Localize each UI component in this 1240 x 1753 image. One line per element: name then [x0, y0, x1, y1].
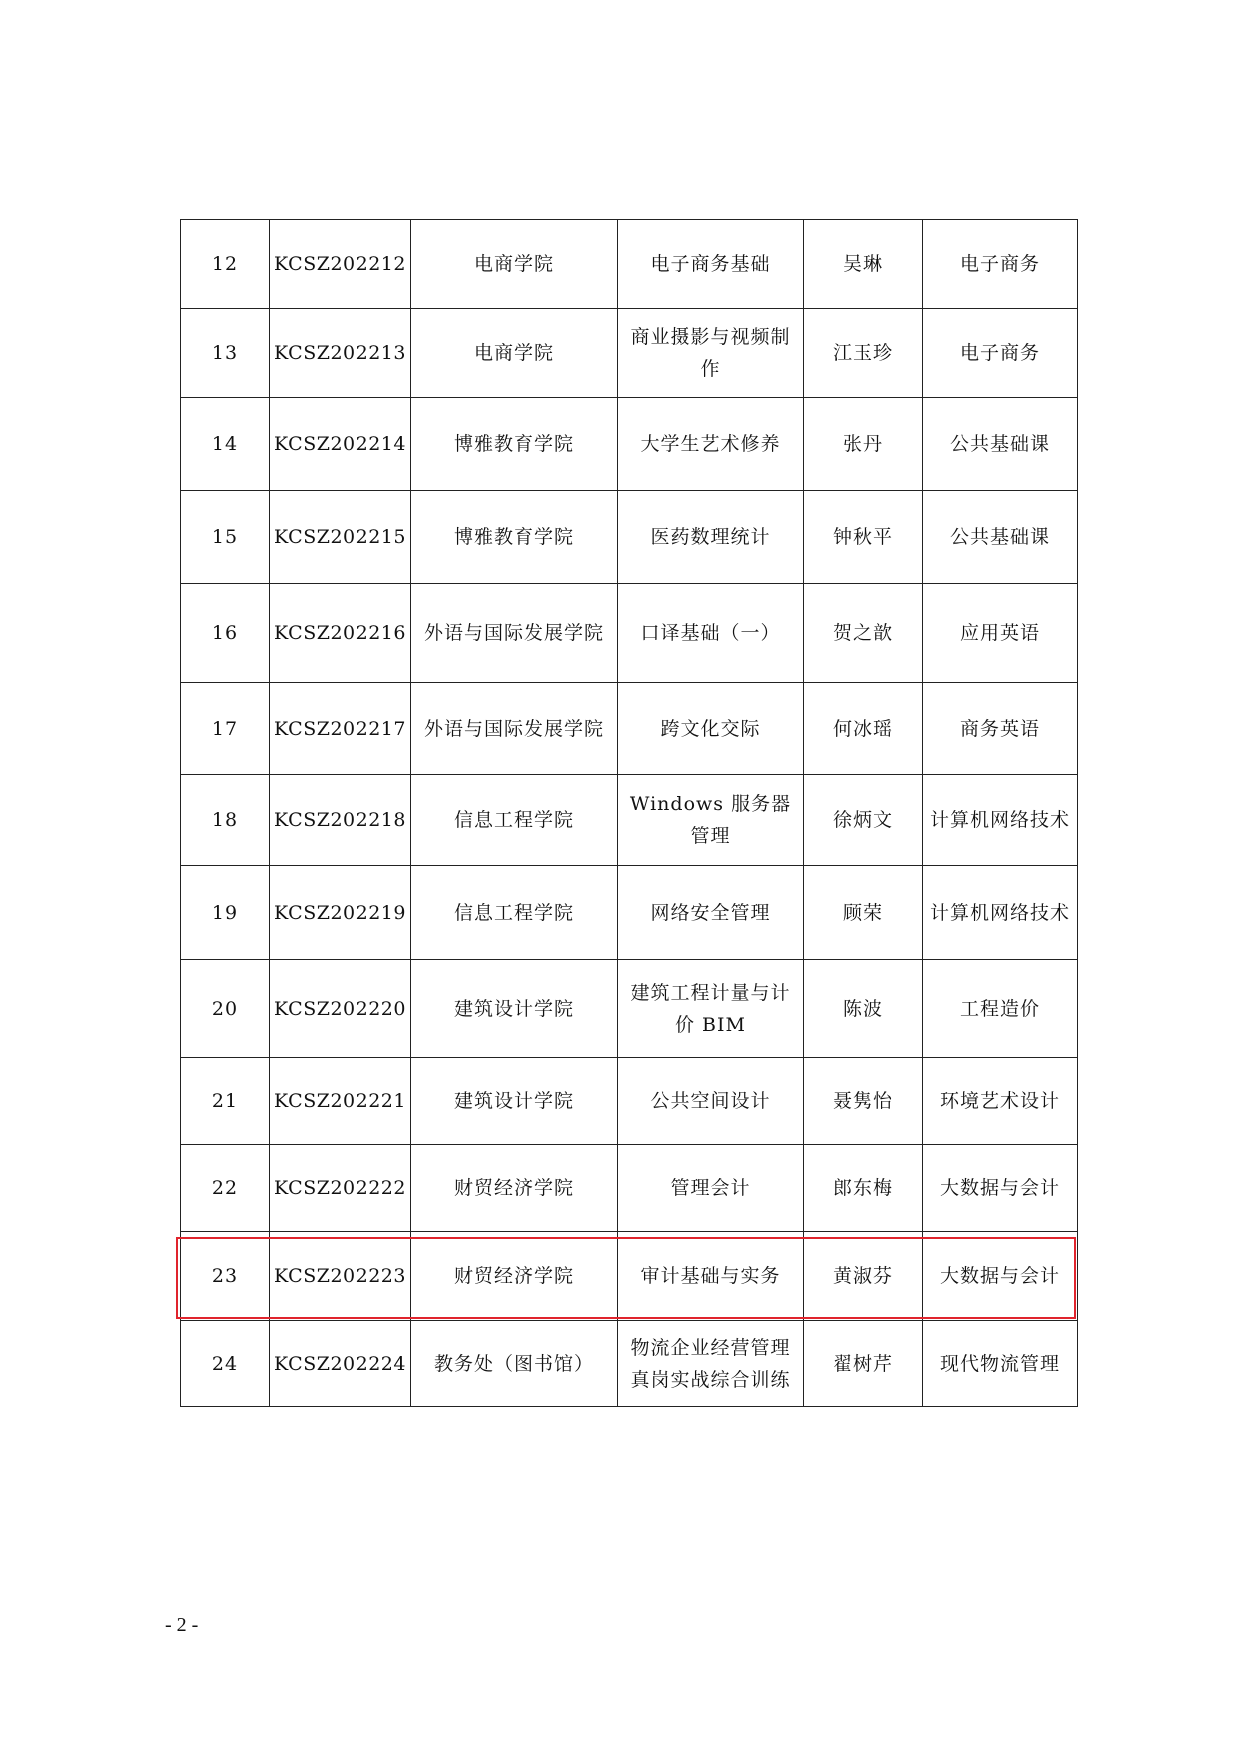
- row-number-cell: 22: [181, 1145, 270, 1232]
- major-cell: 公共基础课: [923, 491, 1078, 584]
- table-row: [181, 584, 1078, 683]
- instructor-cell: 何冰瑶: [804, 683, 923, 775]
- major-cell: 工程造价: [923, 960, 1078, 1058]
- course-code-cell: KCSZ202222: [270, 1145, 411, 1232]
- row-number-cell: 18: [181, 775, 270, 866]
- major-cell: 现代物流管理: [923, 1321, 1078, 1407]
- course-code-cell: KCSZ202219: [270, 866, 411, 960]
- course-code-cell: KCSZ202212: [270, 220, 411, 309]
- course-table: [180, 219, 1078, 1407]
- college-cell: 建筑设计学院: [411, 1058, 618, 1145]
- table-row: [181, 866, 1078, 960]
- table-row: [181, 775, 1078, 866]
- college-cell: 博雅教育学院: [411, 491, 618, 584]
- major-cell: 大数据与会计: [923, 1232, 1078, 1321]
- course-code-cell: KCSZ202221: [270, 1058, 411, 1145]
- course-code-cell: KCSZ202213: [270, 309, 411, 398]
- major-cell: 商务英语: [923, 683, 1078, 775]
- college-cell: 财贸经济学院: [411, 1232, 618, 1321]
- college-cell: 外语与国际发展学院: [411, 584, 618, 683]
- instructor-cell: 顾荣: [804, 866, 923, 960]
- table-row: [181, 309, 1078, 398]
- table-row: [181, 1321, 1078, 1407]
- table-row: [181, 1145, 1078, 1232]
- college-cell: 电商学院: [411, 220, 618, 309]
- college-cell: 财贸经济学院: [411, 1145, 618, 1232]
- instructor-cell: 郎东梅: [804, 1145, 923, 1232]
- instructor-cell: 徐炳文: [804, 775, 923, 866]
- course-table-body: [181, 220, 1078, 1407]
- row-number-cell: 14: [181, 398, 270, 491]
- instructor-cell: 江玉珍: [804, 309, 923, 398]
- table-row: [181, 1058, 1078, 1145]
- course-name-cell: 跨文化交际: [618, 683, 804, 775]
- course-name-cell: 公共空间设计: [618, 1058, 804, 1145]
- course-name-cell: 物流企业经营管理真岗实战综合训练: [618, 1321, 804, 1407]
- table-row: [181, 398, 1078, 491]
- table-row: [181, 220, 1078, 309]
- course-code-cell: KCSZ202218: [270, 775, 411, 866]
- instructor-cell: 陈波: [804, 960, 923, 1058]
- row-number-cell: 17: [181, 683, 270, 775]
- college-cell: 信息工程学院: [411, 775, 618, 866]
- major-cell: 计算机网络技术: [923, 866, 1078, 960]
- college-cell: 电商学院: [411, 309, 618, 398]
- table-row: [181, 1232, 1078, 1321]
- instructor-cell: 黄淑芬: [804, 1232, 923, 1321]
- instructor-cell: 贺之歆: [804, 584, 923, 683]
- row-number-cell: 12: [181, 220, 270, 309]
- row-number-cell: 15: [181, 491, 270, 584]
- college-cell: 外语与国际发展学院: [411, 683, 618, 775]
- table-row: [181, 960, 1078, 1058]
- major-cell: 大数据与会计: [923, 1145, 1078, 1232]
- college-cell: 信息工程学院: [411, 866, 618, 960]
- course-name-cell: 大学生艺术修养: [618, 398, 804, 491]
- major-cell: 电子商务: [923, 220, 1078, 309]
- course-code-cell: KCSZ202224: [270, 1321, 411, 1407]
- major-cell: 电子商务: [923, 309, 1078, 398]
- course-name-cell: 网络安全管理: [618, 866, 804, 960]
- major-cell: 环境艺术设计: [923, 1058, 1078, 1145]
- row-number-cell: 19: [181, 866, 270, 960]
- instructor-cell: 张丹: [804, 398, 923, 491]
- row-number-cell: 20: [181, 960, 270, 1058]
- course-name-cell: 建筑工程计量与计价 BIM: [618, 960, 804, 1058]
- college-cell: 教务处（图书馆）: [411, 1321, 618, 1407]
- course-code-cell: KCSZ202216: [270, 584, 411, 683]
- course-name-cell: 医药数理统计: [618, 491, 804, 584]
- row-number-cell: 13: [181, 309, 270, 398]
- major-cell: 公共基础课: [923, 398, 1078, 491]
- page-number: - 2 -: [165, 1614, 199, 1636]
- course-code-cell: KCSZ202223: [270, 1232, 411, 1321]
- major-cell: 应用英语: [923, 584, 1078, 683]
- course-code-cell: KCSZ202220: [270, 960, 411, 1058]
- course-name-cell: 电子商务基础: [618, 220, 804, 309]
- row-number-cell: 23: [181, 1232, 270, 1321]
- course-name-cell: 管理会计: [618, 1145, 804, 1232]
- row-number-cell: 24: [181, 1321, 270, 1407]
- course-name-cell: 商业摄影与视频制作: [618, 309, 804, 398]
- row-number-cell: 21: [181, 1058, 270, 1145]
- course-code-cell: KCSZ202217: [270, 683, 411, 775]
- college-cell: 博雅教育学院: [411, 398, 618, 491]
- instructor-cell: 翟树芹: [804, 1321, 923, 1407]
- course-name-cell: 审计基础与实务: [618, 1232, 804, 1321]
- course-code-cell: KCSZ202215: [270, 491, 411, 584]
- course-name-cell: Windows 服务器管理: [618, 775, 804, 866]
- table-row: [181, 491, 1078, 584]
- course-code-cell: KCSZ202214: [270, 398, 411, 491]
- major-cell: 计算机网络技术: [923, 775, 1078, 866]
- college-cell: 建筑设计学院: [411, 960, 618, 1058]
- instructor-cell: 聂隽怡: [804, 1058, 923, 1145]
- row-number-cell: 16: [181, 584, 270, 683]
- table-row: [181, 683, 1078, 775]
- instructor-cell: 钟秋平: [804, 491, 923, 584]
- instructor-cell: 吴琳: [804, 220, 923, 309]
- course-name-cell: 口译基础（一）: [618, 584, 804, 683]
